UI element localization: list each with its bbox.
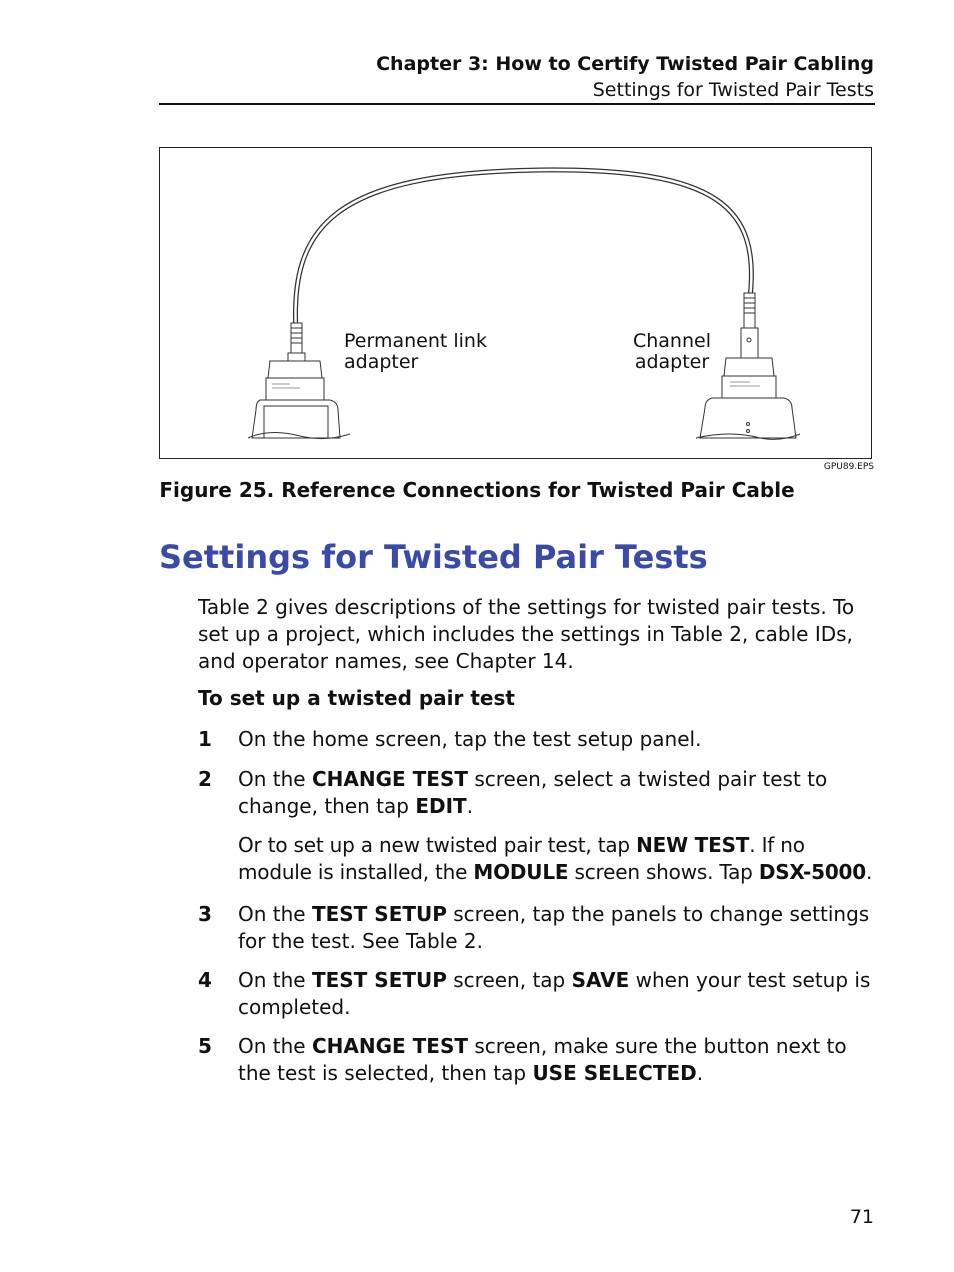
text-run: screen, make sure the button next to the test is selected, then tap — [238, 1034, 847, 1085]
text-run: . — [865, 860, 873, 884]
header-rule — [159, 103, 875, 105]
procedure-title: To set up a twisted pair test — [198, 686, 515, 710]
text-run: screen, tap — [446, 968, 572, 992]
label-line: Permanent link — [344, 330, 487, 352]
ui-term: EDIT — [415, 794, 467, 818]
step-number: 4 — [198, 968, 212, 992]
figure-caption: Figure 25. Reference Connections for Twisted Pair Cable — [159, 478, 795, 502]
ui-term: CHANGE TEST — [311, 1034, 468, 1058]
channel-adapter-label — [632, 331, 712, 373]
running-header-chapter: Chapter 3: How to Certify Twisted Pair Cabling — [376, 53, 874, 75]
reference-connection-illustration — [160, 148, 873, 460]
step-text — [238, 1033, 878, 1087]
step-text — [238, 901, 878, 955]
step-number: 2 — [198, 767, 212, 791]
step-text — [238, 766, 878, 820]
text-run: . If no module is installed, the — [238, 833, 805, 884]
text-run: On the — [238, 1034, 312, 1058]
ui-term: MODULE — [473, 860, 569, 884]
figure-25 — [159, 147, 872, 459]
text-run: when your test setup is completed. — [238, 968, 871, 1019]
ui-term: DSX-5000 — [758, 860, 866, 884]
text-run: On the — [238, 767, 312, 791]
permanent-link-adapter-label — [344, 331, 487, 373]
ui-term: USE SELECTED — [532, 1061, 697, 1085]
channel-plug — [741, 293, 758, 358]
step-number: 5 — [198, 1034, 212, 1058]
text-run: . — [466, 794, 474, 818]
label-line: Channel — [632, 330, 711, 352]
label-line: adapter — [634, 351, 710, 373]
section-title: Settings for Twisted Pair Tests — [159, 538, 708, 576]
text-run: screen, select a twisted pair test to change, then tap — [238, 767, 828, 818]
step-text — [238, 967, 878, 1021]
intro-paragraph: Table 2 gives descriptions of the settings for twisted pair tests. To set up a project, which includes the settings in Table 2, cable IDs, and operator names, see Chapter 14. — [198, 595, 855, 673]
text-run: On the home screen, tap the test setup panel. — [238, 727, 702, 751]
step-2-note — [238, 832, 878, 886]
text-run: On the — [238, 968, 312, 992]
ui-term: SAVE — [571, 968, 630, 992]
ui-term: TEST SETUP — [311, 902, 447, 926]
step-text — [238, 726, 878, 753]
ui-term: CHANGE TEST — [311, 767, 468, 791]
label-line: adapter — [344, 351, 419, 373]
text-run: screen, tap the panels to change settings for the test. See Table 2. — [238, 902, 870, 953]
figure-file-code: GPU89.EPS — [823, 462, 874, 472]
running-header-section: Settings for Twisted Pair Tests — [592, 79, 874, 101]
text-run: Or to set up a new twisted pair test, tap — [238, 833, 637, 857]
page-number: 71 — [849, 1206, 874, 1228]
ui-term: NEW TEST — [636, 833, 750, 857]
left-tester — [248, 361, 350, 439]
text-run: . — [696, 1061, 704, 1085]
permanent-link-plug — [288, 323, 305, 361]
ui-term: TEST SETUP — [311, 968, 447, 992]
step-number: 1 — [198, 727, 212, 751]
step-number: 3 — [198, 902, 212, 926]
text-run: screen shows. Tap — [568, 860, 759, 884]
text-run: On the — [238, 902, 312, 926]
